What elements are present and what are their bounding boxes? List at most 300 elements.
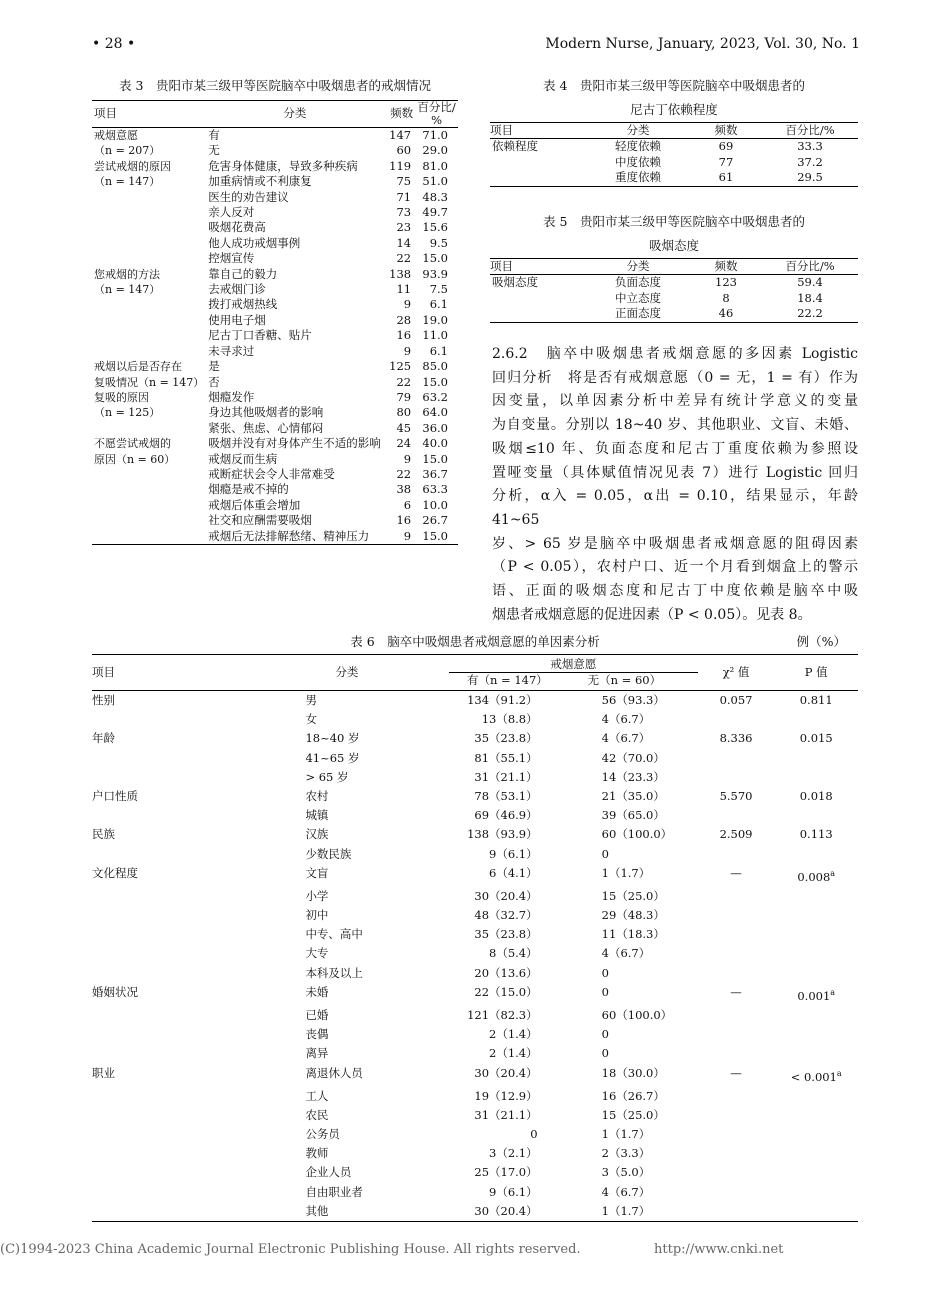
table6-no: 60（100.0） — [601, 1007, 673, 1022]
table6-no: 4（6.7） — [601, 731, 651, 746]
table6-p — [774, 1183, 858, 1202]
table-row — [92, 983, 858, 1006]
table5-freq: 46 — [718, 306, 734, 321]
table6-category: 其他 — [305, 1203, 329, 1218]
table3-pct: 29.0 — [422, 143, 448, 158]
table3-freq: 11 — [396, 282, 412, 297]
table3-freq: 24 — [396, 436, 412, 451]
table-row — [490, 139, 858, 155]
section-line: 因变量，以单因素分析中差异有统计学意义的变量 — [492, 393, 858, 410]
section-line: 置哑变量（具体赋值情况见表 7）进行 Logistic 回归 — [492, 464, 858, 481]
table6-chi — [698, 806, 775, 825]
table3-item — [92, 513, 204, 528]
table5-freq: 8 — [722, 290, 730, 305]
table3-pct: 81.0 — [422, 158, 448, 173]
table6-p — [774, 964, 858, 983]
table6-no: 29（48.3） — [601, 908, 665, 923]
table3-pct: 6.1 — [429, 343, 448, 358]
table6-unit: 例（%） — [796, 634, 846, 649]
table6-grid — [92, 654, 858, 1222]
table3-category: 加重病情或不利康复 — [208, 174, 312, 189]
table3-item — [92, 297, 204, 312]
table5-caption-1: 表 5 贵阳市某三级甲等医院脑卒中吸烟患者的 — [543, 214, 805, 229]
section-line: 2.6.2 脑卒中吸烟患者戒烟意愿的多因素 Logistic — [492, 346, 858, 362]
table6-p — [774, 1144, 858, 1163]
table3-item — [92, 251, 204, 266]
table6-no: 14（23.3） — [601, 769, 665, 784]
table-row — [92, 482, 458, 497]
table4-pct: 37.2 — [797, 154, 823, 169]
table4-col-pct: 百分比/% — [785, 123, 835, 137]
table6-col-yes: 有（n = 147） — [466, 673, 548, 687]
table6-no: 0 — [601, 846, 609, 861]
table3-freq: 9 — [403, 528, 412, 543]
table6-yes: 19（12.9） — [474, 1088, 538, 1103]
table6-yes: 2（1.4） — [489, 1046, 538, 1061]
table3-category: 有 — [208, 128, 220, 142]
table4-freq: 77 — [718, 154, 734, 169]
table3-pct: 15.6 — [422, 220, 448, 235]
table3-freq: 125 — [389, 359, 412, 374]
table-row — [490, 170, 858, 186]
table3-item — [92, 328, 204, 343]
table-row — [92, 174, 458, 189]
table3-category: 尼古丁口香糖、贴片 — [208, 328, 312, 343]
table6-p — [774, 983, 858, 1006]
table5-category: 负面态度 — [615, 275, 661, 290]
table6-p-value: 0.018 — [799, 789, 833, 804]
table4-item: 依赖程度 — [492, 139, 538, 154]
table-row — [92, 825, 858, 844]
table6-item — [92, 906, 305, 925]
table6-col-chi: χ² 值 — [722, 665, 750, 679]
table3-category: 亲人反对 — [208, 205, 255, 220]
table3-pct: 36.7 — [422, 466, 448, 481]
table3-freq: 9 — [403, 297, 412, 312]
table-row — [92, 220, 458, 235]
table4-item — [490, 155, 586, 170]
table-row — [92, 513, 458, 528]
table6-no: 0 — [601, 965, 609, 980]
table3-item — [92, 467, 204, 482]
table3-freq: 79 — [396, 389, 412, 404]
table6-item: 民族 — [92, 827, 115, 842]
section-line: 烟患者戒烟意愿的促进因素（P < 0.05）。见表 8。 — [492, 606, 812, 623]
table6-category: 大专 — [305, 946, 329, 961]
table-row — [92, 390, 458, 405]
table-row — [92, 1044, 858, 1063]
table6-item — [92, 806, 305, 825]
table3-category: 拨打戒烟热线 — [208, 297, 278, 312]
table5-col-freq: 频数 — [714, 259, 738, 273]
table6-item — [92, 1163, 305, 1182]
table3-category: 控烟宣传 — [208, 251, 255, 266]
table3-freq: 138 — [389, 266, 412, 281]
table3-pct: 15.0 — [422, 528, 448, 543]
table6-yes: 8（5.4） — [489, 946, 538, 961]
table6-p-value: 0.001 — [797, 988, 831, 1003]
table6-yes: 6（4.1） — [489, 865, 538, 880]
table6-yes: 121（82.3） — [467, 1007, 538, 1022]
table6-category: 女 — [305, 712, 317, 727]
table3-item — [92, 220, 204, 235]
table-row — [92, 128, 458, 144]
table6-p — [774, 1025, 858, 1044]
table6-item — [92, 1006, 305, 1025]
table6-no: 16（26.7） — [601, 1088, 665, 1103]
table6-item — [92, 1183, 305, 1202]
table3-freq: 80 — [396, 405, 412, 420]
table6-chi — [698, 1125, 775, 1144]
table5-col-pct: 百分比/% — [785, 259, 835, 273]
table6-p — [774, 729, 858, 748]
table3-grid — [92, 100, 458, 545]
table6-p — [774, 1202, 858, 1222]
table-row — [92, 691, 858, 711]
table3-freq: 75 — [396, 174, 412, 189]
table6-category: 公务员 — [305, 1126, 340, 1141]
table6-chi: 5.570 — [719, 789, 753, 804]
table-row — [92, 806, 858, 825]
section-line: 分析，α入 = 0.05，α出 = 0.10，结果显示，年龄 41~65 — [492, 488, 858, 528]
table6-p-footnote-mark: a — [830, 987, 836, 997]
table6 — [92, 632, 858, 1222]
table3-pct: 49.7 — [422, 205, 448, 220]
table6-category: 丧偶 — [305, 1027, 329, 1042]
table6-chi — [698, 845, 775, 864]
table6-p — [774, 787, 858, 806]
table6-category: 41~65 岁 — [305, 750, 360, 765]
table-row — [92, 297, 458, 312]
table-row — [92, 787, 858, 806]
table6-p — [774, 806, 858, 825]
table5 — [490, 212, 858, 323]
section-line: 岁、> 65 岁是脑卒中吸烟患者戒烟意愿的阻碍因素 — [492, 535, 858, 552]
table-row — [92, 845, 858, 864]
table6-chi — [698, 710, 775, 729]
table6-category: 已婚 — [305, 1007, 329, 1022]
table3-freq: 38 — [396, 482, 412, 497]
table6-item: 户口性质 — [92, 789, 138, 804]
table6-p — [774, 1044, 858, 1063]
table5-category: 正面态度 — [615, 306, 661, 321]
table3-freq: 28 — [396, 312, 412, 327]
table6-item — [92, 845, 305, 864]
table-row — [92, 359, 458, 374]
table6-p-footnote-mark: a — [830, 868, 836, 878]
footer-copyright: (C)1994-2023 China Academic Journal Electronic Publishing House. All rights reserved. — [0, 1242, 581, 1257]
table6-p-value: 0.113 — [799, 827, 833, 842]
table6-no: 15（25.0） — [601, 888, 665, 903]
table4-caption-1: 表 4 贵阳市某三级甲等医院脑卒中吸烟患者的 — [543, 78, 805, 93]
table3-category: 否 — [208, 374, 220, 389]
table3-item: 复吸的原因 — [94, 390, 149, 404]
table3-category: 医生的劝告建议 — [208, 189, 289, 204]
table6-chi — [698, 1144, 775, 1163]
table6-yes: 25（17.0） — [474, 1165, 538, 1180]
table-row — [92, 236, 458, 251]
table3-freq: 22 — [396, 374, 412, 389]
table3-pct: 9.5 — [429, 235, 448, 250]
table3-item: 不愿尝试戒烟的 — [94, 437, 171, 451]
table3-category: 去戒烟门诊 — [208, 282, 266, 297]
table6-yes: 9（6.1） — [489, 846, 538, 861]
table-row — [92, 1064, 858, 1087]
table-row — [92, 1106, 858, 1125]
table4-freq: 61 — [718, 170, 734, 185]
table3-pct: 36.0 — [422, 420, 448, 435]
table3-item — [92, 205, 204, 220]
table-row — [92, 467, 458, 482]
table6-p — [774, 864, 858, 887]
table3-pct: 51.0 — [422, 174, 448, 189]
table3-pct: 15.0 — [422, 451, 448, 466]
table4-col-category: 分类 — [626, 123, 650, 137]
table6-no: 39（65.0） — [601, 808, 665, 823]
table-row — [92, 436, 458, 451]
table6-yes: 31（21.1） — [474, 1107, 538, 1122]
table-row — [490, 306, 858, 322]
table3-item — [92, 529, 204, 545]
table6-p-value: 0.008 — [797, 869, 831, 884]
table3-pct: 11.0 — [422, 328, 448, 343]
table3-pct: 26.7 — [422, 513, 448, 528]
table6-yes: 2（1.4） — [489, 1027, 538, 1042]
table6-chi — [698, 887, 775, 906]
table3-category: 未寻求过 — [208, 343, 255, 358]
table6-item: 年龄 — [92, 731, 115, 746]
table3-freq: 119 — [389, 158, 412, 173]
table-row — [92, 729, 858, 748]
table-row — [92, 749, 858, 768]
table-row — [92, 375, 458, 390]
table3-freq: 71 — [396, 189, 412, 204]
table-row — [92, 328, 458, 343]
table-row — [92, 1125, 858, 1144]
table6-item: 文化程度 — [92, 865, 138, 880]
table6-no: 1（1.7） — [601, 1126, 651, 1141]
table6-item: 职业 — [92, 1065, 115, 1080]
table4 — [490, 76, 858, 187]
table3-freq: 60 — [396, 143, 412, 158]
table6-item — [92, 964, 305, 983]
table3-category: 吸烟并没有对身体产生不适的影响 — [208, 436, 381, 451]
table6-no: 0 — [601, 984, 609, 999]
table-row — [92, 710, 858, 729]
table6-yes: 30（20.4） — [474, 1203, 538, 1218]
table3-freq: 22 — [396, 251, 412, 266]
table6-no: 42（70.0） — [601, 750, 665, 765]
table3-category: 戒烟反而生病 — [208, 451, 278, 466]
table6-chi: 0.057 — [719, 693, 753, 707]
table3-item: （n = 125） — [94, 406, 161, 420]
table3-freq: 23 — [396, 220, 412, 235]
table6-yes: 30（20.4） — [474, 888, 538, 903]
table6-item — [92, 1144, 305, 1163]
table6-chi — [698, 749, 775, 768]
table6-chi: 2.509 — [719, 827, 753, 842]
table6-chi: 8.336 — [719, 731, 753, 746]
table6-item — [92, 710, 305, 729]
table-row — [92, 906, 858, 925]
table4-pct: 33.3 — [797, 139, 823, 154]
table6-p — [774, 944, 858, 963]
table6-p — [774, 925, 858, 944]
table6-item: 婚姻状况 — [92, 984, 138, 999]
table6-no: 4（6.7） — [601, 712, 651, 727]
table3-freq: 22 — [396, 466, 412, 481]
table6-no: 0 — [601, 1046, 609, 1061]
table6-p — [774, 825, 858, 844]
table3-freq: 147 — [389, 128, 412, 142]
table3-category: 无 — [208, 143, 220, 158]
table5-grid — [490, 258, 858, 323]
table-row — [92, 143, 458, 158]
table5-category: 中立态度 — [615, 290, 661, 305]
table3-category: 是 — [208, 359, 220, 374]
table6-yes: 35（23.8） — [474, 927, 538, 942]
table6-category: 企业人员 — [305, 1165, 352, 1180]
table6-p-value: 0.811 — [799, 693, 833, 707]
section-line: 吸烟≤10 年、负面态度和尼古丁重度依赖为参照设 — [492, 440, 858, 457]
table3-category: 危害身体健康，导致多种疾病 — [208, 158, 358, 173]
table3-pct: 48.3 — [422, 189, 448, 204]
table-row — [92, 1163, 858, 1182]
table3 — [92, 76, 458, 545]
table6-yes: 20（13.6） — [474, 965, 538, 980]
section-line: 语、正面的吸烟态度和尼古丁中度依赖是脑卒中吸 — [492, 583, 858, 600]
table6-col-p: P 值 — [804, 665, 828, 679]
table6-caption: 表 6 脑卒中吸烟患者戒烟意愿的单因素分析 — [350, 634, 600, 649]
table3-freq: 14 — [396, 235, 412, 250]
table6-category: 工人 — [305, 1088, 329, 1103]
table3-freq: 9 — [403, 451, 412, 466]
table5-caption-2: 吸烟态度 — [648, 238, 699, 253]
table6-p — [774, 749, 858, 768]
table3-freq: 16 — [396, 513, 412, 528]
table6-category: 离异 — [305, 1046, 329, 1061]
table6-category: 中专、高中 — [305, 927, 363, 942]
page-number: • 28 • — [92, 36, 136, 52]
table3-freq: 16 — [396, 328, 412, 343]
table3-freq: 6 — [403, 497, 412, 512]
table3-pct: 6.1 — [429, 297, 448, 312]
table6-category: 农民 — [305, 1107, 329, 1122]
table6-no: 1（1.7） — [601, 1203, 651, 1218]
table5-pct: 59.4 — [797, 275, 823, 290]
table6-p — [774, 768, 858, 787]
table6-chi — [698, 768, 775, 787]
table6-chi — [698, 1183, 775, 1202]
table-row — [92, 251, 458, 266]
table6-no: 1（1.7） — [601, 865, 651, 880]
table3-category: 身边其他吸烟者的影响 — [208, 405, 324, 420]
table6-chi — [698, 1106, 775, 1125]
table6-yes: 134（91.2） — [467, 693, 538, 707]
table6-item — [92, 749, 305, 768]
section-line: 为自变量。分别以 18~40 岁、其他职业、文盲、未婚、 — [492, 417, 858, 434]
table3-category: 烟瘾发作 — [208, 389, 255, 404]
table6-no: 15（25.0） — [601, 1107, 665, 1122]
table6-no: 4（6.7） — [601, 1184, 651, 1199]
table3-item: （n = 147） — [94, 175, 161, 189]
table3-pct: 10.0 — [422, 497, 448, 512]
table6-yes: 22（15.0） — [474, 984, 538, 999]
table3-category: 社交和应酬需要吸烟 — [208, 513, 312, 528]
table3-category: 紧张、焦虑、心情郁闷 — [208, 420, 324, 435]
table3-col-category: 分类 — [283, 106, 307, 121]
table-row — [92, 267, 458, 282]
table3-item — [92, 313, 204, 328]
table3-pct: 40.0 — [422, 436, 448, 451]
table6-yes: 31（21.1） — [474, 769, 538, 784]
table-row — [490, 155, 858, 170]
table6-chi — [698, 944, 775, 963]
table3-item — [92, 482, 204, 497]
table4-freq: 69 — [718, 139, 734, 154]
table6-item — [92, 1087, 305, 1106]
table3-item — [92, 236, 204, 251]
table4-category: 轻度依赖 — [615, 139, 661, 154]
table3-category: 靠自己的毅力 — [208, 266, 278, 281]
table6-item — [92, 1202, 305, 1222]
table3-freq: 9 — [403, 343, 412, 358]
table6-no: 2（3.3） — [601, 1146, 651, 1161]
table6-item — [92, 1025, 305, 1044]
table6-p — [774, 710, 858, 729]
table-row — [92, 925, 858, 944]
table3-category: 戒断症状会令人非常难受 — [208, 466, 335, 481]
table6-col-item: 项目 — [92, 665, 115, 679]
table6-yes: 81（55.1） — [474, 750, 538, 765]
table5-item — [490, 306, 586, 322]
table4-item — [490, 170, 586, 186]
table5-col-item: 项目 — [490, 259, 513, 273]
table6-no: 11（18.3） — [601, 927, 665, 942]
table6-category: 离退休人员 — [305, 1065, 363, 1080]
table3-caption: 表 3 贵阳市某三级甲等医院脑卒中吸烟患者的戒烟情况 — [119, 78, 431, 93]
table6-chi — [698, 925, 775, 944]
table3-item: 原因（n = 60） — [94, 452, 176, 466]
table6-yes: 13（8.8） — [481, 712, 538, 727]
table-row — [92, 529, 458, 545]
table6-p — [774, 1064, 858, 1087]
section-line: （P < 0.05），农村户口、近一个月看到烟盒上的警示 — [492, 559, 858, 576]
table6-p — [774, 1125, 858, 1144]
table6-p — [774, 845, 858, 864]
table6-chi: — — [730, 865, 742, 880]
table3-freq: 73 — [396, 205, 412, 220]
table3-category: 戒烟后体重会增加 — [208, 497, 301, 512]
table6-p — [774, 1087, 858, 1106]
table3-pct: 15.0 — [422, 374, 448, 389]
table6-chi — [698, 1025, 775, 1044]
table6-yes: 0 — [530, 1126, 538, 1141]
table-row — [92, 964, 858, 983]
table6-chi — [698, 1163, 775, 1182]
table6-yes: 35（23.8） — [474, 731, 538, 746]
table6-no: 0 — [601, 1027, 609, 1042]
table-row — [92, 498, 458, 513]
table6-p-footnote-mark: a — [836, 1068, 842, 1078]
table3-pct: 15.0 — [422, 251, 448, 266]
table-row — [490, 291, 858, 306]
table6-category: 小学 — [305, 888, 329, 903]
table3-item: 复吸情况（n = 147） — [94, 375, 205, 389]
table-row — [92, 405, 458, 420]
table5-freq: 123 — [715, 275, 737, 290]
table-row — [92, 282, 458, 297]
